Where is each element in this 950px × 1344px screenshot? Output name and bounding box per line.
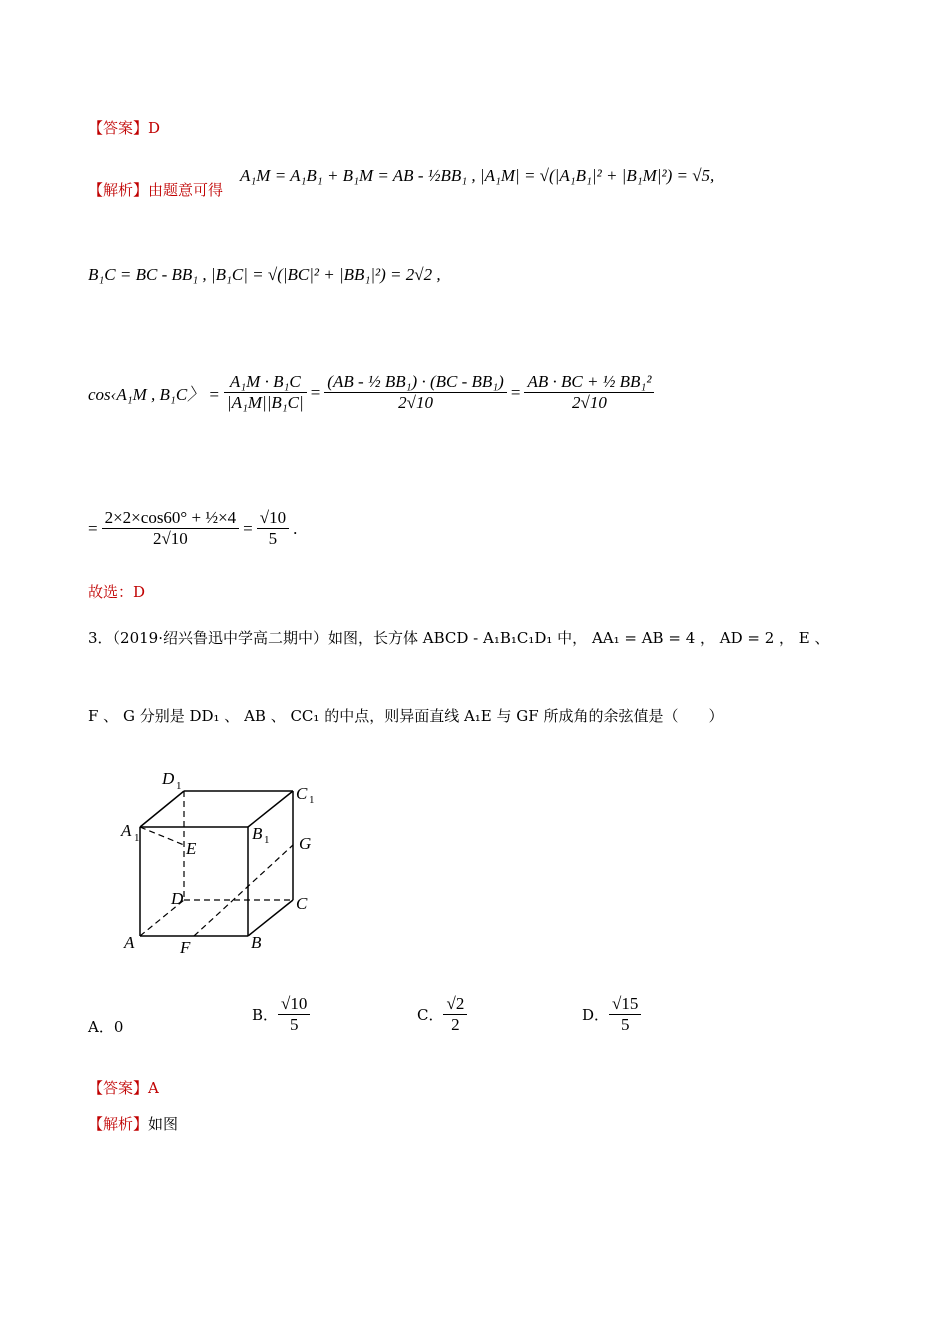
fraction-denominator: |A₁M||B₁C| <box>224 392 307 413</box>
choose-line: 故选：D <box>88 583 146 601</box>
option-b <box>252 994 310 1035</box>
analysis-label-1 <box>88 180 223 200</box>
fraction-denominator: 2√10 <box>102 528 240 549</box>
answer-line-1 <box>88 118 160 138</box>
edge-b1c1 <box>248 791 293 827</box>
label-c1: C <box>296 784 308 803</box>
question-3-line-2: F 、 G 分别是 DD₁ 、 AB 、 CC₁ 的中点，则异面直线 A₁E 与 GF 所成角的余弦值是（ ） <box>88 707 724 725</box>
equals-sign: = <box>243 518 253 538</box>
fraction-numerator: (AB - ½ BB₁) · (BC - BB₁) <box>327 372 504 391</box>
option-letter: C． <box>417 1006 444 1024</box>
analysis-line-3 <box>88 1114 178 1134</box>
label-f: F <box>180 938 191 957</box>
label-b1: B <box>252 824 263 843</box>
period: . <box>293 518 298 538</box>
label-g: G <box>299 834 312 853</box>
equals-sign: = <box>510 382 521 402</box>
label-b: B <box>251 933 262 952</box>
equals-sign: = <box>88 518 98 538</box>
label-e: E <box>186 839 197 858</box>
fraction-numerator: 2×2×cos60° + ½×4 <box>104 508 237 527</box>
label-d1-sub: 1 <box>176 780 182 792</box>
answer-value: A <box>148 1079 159 1097</box>
equation-b1c: B₁C = BC - BB₁ , |B₁C| = √(|BC|² + |BB₁|²) = 2√2 , <box>88 265 441 284</box>
label-a1-sub: 1 <box>134 832 140 844</box>
equals-sign: = <box>310 382 321 402</box>
edge-bc <box>248 900 293 936</box>
equation-cosine <box>88 372 654 413</box>
label-a: A <box>124 933 135 952</box>
answer-value: D <box>148 119 161 137</box>
label-a1: A <box>121 821 132 840</box>
option-c <box>417 994 467 1035</box>
cos-fraction-1 <box>224 372 307 413</box>
option-fraction <box>609 994 641 1035</box>
fraction-numerator: A₁M · B₁C <box>229 372 301 391</box>
fraction-numerator: AB · BC + ½ BB₁² <box>527 372 652 391</box>
label-c: C <box>296 894 308 913</box>
fraction-denominator: 2√10 <box>324 392 507 413</box>
option-letter: A． <box>88 1018 114 1036</box>
option-letter: D． <box>582 1006 610 1024</box>
answer-label: 【答案】 <box>88 1079 149 1097</box>
equation-a1m: A₁M = A₁B₁ + B₁M = AB - ½BB₁ , |A₁M| = √(|A₁B₁|² + |B₁M|²) = √5, <box>240 166 715 185</box>
cos-left: cos‹A₁M , B₁C〉 = <box>88 385 220 404</box>
final-fraction <box>102 508 240 549</box>
fraction-numerator: √15 <box>612 994 639 1013</box>
option-fraction <box>443 994 467 1035</box>
segment-fg <box>194 845 293 936</box>
fraction-denominator: 5 <box>257 528 289 549</box>
analysis-label: 【解析】 <box>88 181 149 199</box>
option-fraction <box>278 994 310 1035</box>
answer-line-3 <box>88 1078 159 1098</box>
cuboid-figure <box>110 760 340 960</box>
segment-a1e <box>140 827 184 845</box>
label-d: D <box>171 889 184 908</box>
label-d1: D <box>162 769 175 788</box>
label-c1-sub: 1 <box>309 794 315 806</box>
option-letter: B． <box>252 1006 279 1024</box>
option-d <box>582 994 641 1035</box>
question-3-line-1: 3．（2019·绍兴鲁迅中学高二期中）如图，长方体 ABCD - A₁B₁C₁D₁ 中， AA₁ = AB = 4 ， AD = 2 ， E 、 <box>88 629 830 647</box>
option-a <box>88 1016 123 1037</box>
analysis-label: 【解析】 <box>88 1115 149 1133</box>
fraction-denominator: 2√10 <box>524 392 654 413</box>
fraction-denominator: 2 <box>443 1014 467 1035</box>
edge-a1d1 <box>140 791 184 827</box>
fraction-numerator: √10 <box>259 508 287 527</box>
fraction-numerator: √2 <box>446 994 465 1013</box>
label-b1-sub: 1 <box>264 834 270 846</box>
result-fraction <box>257 508 289 549</box>
analysis-intro: 由题意可得 <box>148 181 224 199</box>
option-value: 0 <box>113 1018 124 1036</box>
fraction-denominator: 5 <box>609 1014 641 1035</box>
fraction-denominator: 5 <box>278 1014 310 1035</box>
equation-final <box>88 508 297 549</box>
analysis-text: 如图 <box>148 1115 179 1133</box>
cos-fraction-2 <box>324 372 507 413</box>
cos-fraction-3 <box>524 372 654 413</box>
answer-label: 【答案】 <box>88 119 149 137</box>
fraction-numerator: √10 <box>281 994 308 1013</box>
